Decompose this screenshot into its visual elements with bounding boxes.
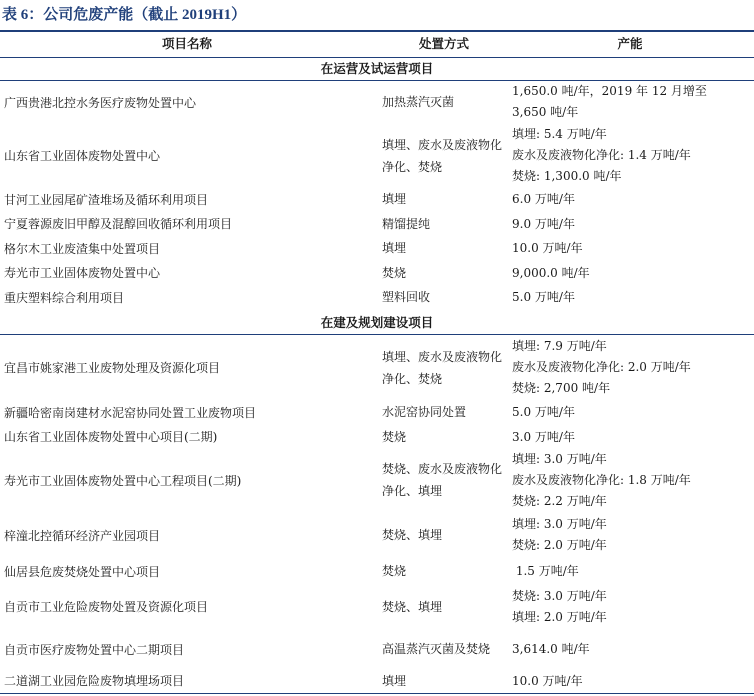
capacity-line: 填埋: 3.0 万吨/年 bbox=[512, 451, 607, 466]
table-row bbox=[0, 511, 754, 559]
capacity-line: 焚烧: 2,700 吨/年 bbox=[512, 381, 611, 395]
project-name-cell: 自贡市医疗废物处置中心二期项目 bbox=[4, 642, 185, 657]
disposal-method-cell: 焚烧 bbox=[382, 265, 407, 280]
capacity-cell bbox=[512, 80, 750, 124]
project-name-cell: 格尔木工业废渣集中处置项目 bbox=[4, 241, 161, 256]
project-name-cell: 广西贵港北控水务医疗废物处置中心 bbox=[4, 95, 197, 110]
disposal-method-cell: 加热蒸汽灭菌 bbox=[382, 95, 455, 109]
table-row bbox=[0, 668, 754, 693]
capacity-cell bbox=[512, 187, 750, 211]
capacity-line: 5.0 万吨/年 bbox=[512, 290, 575, 304]
capacity-line: 6.0 万吨/年 bbox=[512, 192, 575, 206]
capacity-line: 废水及废液物化净化: 1.4 万吨/年 bbox=[512, 148, 691, 162]
disposal-method-cell: 填埋 bbox=[382, 192, 407, 206]
disposal-method-cell: 焚烧、填埋 bbox=[382, 599, 443, 614]
capacity-line: 填埋: 7.9 万吨/年 bbox=[512, 339, 607, 353]
capacity-line: 焚烧: 1,300.0 吨/年 bbox=[512, 169, 622, 183]
project-name-cell: 山东省工业固体废物处置中心 bbox=[4, 149, 161, 163]
table-title: 表 6：公司危废产能（截止 2019H1） bbox=[2, 7, 247, 23]
header-disposal-method: 处置方式 bbox=[418, 36, 469, 51]
capacity-cell bbox=[512, 124, 750, 187]
table-row bbox=[0, 285, 754, 309]
capacity-cell bbox=[512, 335, 750, 400]
disposal-method-cell: 塑料回收 bbox=[382, 290, 431, 304]
table-row bbox=[0, 424, 754, 449]
capacity-line: 1,650.0 吨/年，2019 年 12 月增至 bbox=[512, 84, 707, 98]
capacity-line: 废水及废液物化净化: 1.8 万吨/年 bbox=[512, 472, 691, 487]
capacity-line: 填埋: 5.4 万吨/年 bbox=[512, 127, 607, 141]
project-name-cell: 二道湖工业园危险废物填埋场项目 bbox=[4, 674, 185, 688]
capacity-cell bbox=[512, 424, 750, 449]
project-name-cell: 寿光市工业固体废物处置中心工程项目(二期) bbox=[4, 473, 242, 488]
capacity-line: 焚烧: 3.0 万吨/年 bbox=[512, 588, 607, 603]
project-name-cell: 重庆塑料综合利用项目 bbox=[4, 290, 125, 305]
capacity-cell bbox=[512, 559, 750, 583]
capacity-line: 废水及废液物化净化: 2.0 万吨/年 bbox=[512, 360, 691, 374]
capacity-cell bbox=[512, 260, 750, 285]
capacity-line: 9,000.0 吨/年 bbox=[512, 265, 590, 280]
capacity-line: 10.0 万吨/年 bbox=[512, 673, 583, 688]
table-row bbox=[0, 236, 754, 260]
table-row bbox=[0, 260, 754, 285]
disposal-method-cell: 精馏提纯 bbox=[382, 216, 431, 231]
capacity-line: 填埋: 2.0 万吨/年 bbox=[512, 609, 607, 624]
header-capacity: 产能 bbox=[617, 36, 643, 51]
capacity-cell bbox=[512, 511, 750, 559]
project-name-cell: 宁夏蓉源废旧甲醇及混醇回收循环利用项目 bbox=[4, 217, 233, 231]
project-name-cell: 山东省工业固体废物处置中心项目(二期) bbox=[4, 430, 218, 444]
section-header: 在运营及试运营项目 bbox=[320, 61, 434, 76]
table-row bbox=[0, 80, 754, 124]
disposal-method-cell: 填埋 bbox=[382, 673, 407, 688]
table-row bbox=[0, 583, 754, 630]
capacity-line: 3,650 吨/年 bbox=[512, 105, 579, 119]
project-name-cell: 仙居县危废焚烧处置中心项目 bbox=[4, 564, 161, 579]
table-row bbox=[0, 211, 754, 236]
project-name-cell: 宜昌市姚家港工业废物处理及资源化项目 bbox=[4, 361, 221, 375]
project-name-cell: 新疆哈密南岗建材水泥窑协同处置工业废物项目 bbox=[4, 405, 257, 420]
disposal-method-cell: 水泥窑协同处置 bbox=[382, 405, 467, 419]
capacity-line: 焚烧: 2.2 万吨/年 bbox=[512, 493, 607, 508]
table-row bbox=[0, 124, 754, 187]
capacity-line: 10.0 万吨/年 bbox=[512, 241, 583, 255]
disposal-method-cell: 填埋、废水及废液物化净化、焚烧 bbox=[382, 349, 503, 386]
capacity-cell bbox=[512, 449, 750, 511]
project-name-cell: 甘河工业园尾矿渣堆场及循环利用项目 bbox=[4, 192, 209, 207]
header-project-name: 项目名称 bbox=[161, 36, 212, 51]
capacity-cell bbox=[512, 583, 750, 630]
disposal-method-cell: 焚烧 bbox=[382, 564, 407, 578]
table-row bbox=[0, 400, 754, 424]
section-header: 在建及规划建设项目 bbox=[320, 315, 434, 330]
capacity-cell bbox=[512, 668, 750, 693]
capacity-cell bbox=[512, 236, 750, 260]
table-row bbox=[0, 187, 754, 211]
disposal-method-cell: 填埋 bbox=[382, 241, 407, 255]
capacity-line: 3,614.0 吨/年 bbox=[512, 642, 590, 656]
table-row bbox=[0, 630, 754, 668]
capacity-cell bbox=[512, 211, 750, 236]
bottom-rule bbox=[0, 693, 754, 694]
table-row bbox=[0, 449, 754, 511]
disposal-method-cell: 焚烧、废水及废液物化净化、填埋 bbox=[382, 462, 503, 498]
capacity-line: 1.5 万吨/年 bbox=[512, 564, 579, 578]
capacity-line: 填埋: 3.0 万吨/年 bbox=[512, 517, 607, 531]
project-name-cell: 寿光市工业固体废物处置中心 bbox=[4, 266, 161, 280]
capacity-cell bbox=[512, 285, 750, 309]
capacity-line: 3.0 万吨/年 bbox=[512, 429, 575, 444]
capacity-cell bbox=[512, 400, 750, 424]
table-row bbox=[0, 335, 754, 400]
capacity-line: 9.0 万吨/年 bbox=[512, 216, 575, 231]
project-name-cell: 梓潼北控循环经济产业园项目 bbox=[4, 528, 161, 543]
disposal-method-cell: 焚烧、填埋 bbox=[382, 528, 443, 542]
capacity-line: 5.0 万吨/年 bbox=[512, 405, 575, 419]
project-name-cell: 自贡市工业危险废物处置及资源化项目 bbox=[4, 600, 209, 614]
disposal-method-cell: 高温蒸汽灭菌及焚烧 bbox=[382, 642, 491, 656]
capacity-line: 焚烧: 2.0 万吨/年 bbox=[512, 538, 607, 552]
disposal-method-cell: 焚烧 bbox=[382, 429, 407, 444]
disposal-method-cell: 填埋、废水及废液物化净化、焚烧 bbox=[382, 137, 503, 174]
table-row bbox=[0, 559, 754, 583]
capacity-cell bbox=[512, 630, 750, 668]
